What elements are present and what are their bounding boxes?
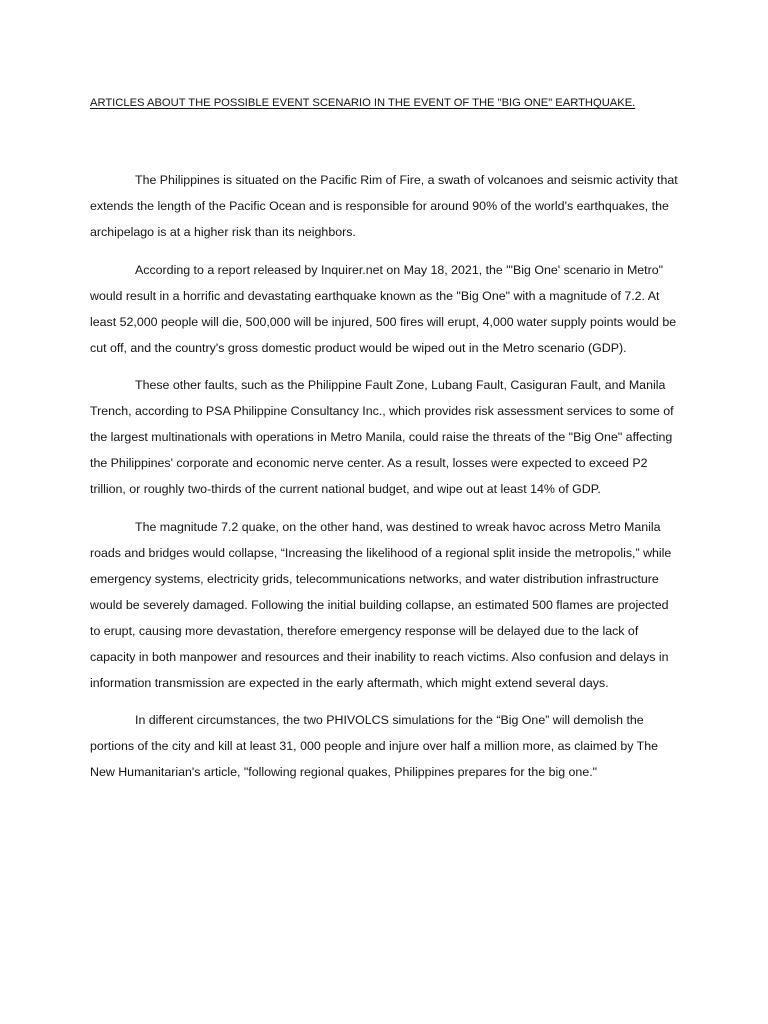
paragraph-pacific-rim: The Philippines is situated on the Pacific Rim of Fire, a swath of volcanoes and seismic activity that extends the length of the Pacific Ocean and is responsible for around 90% of the world's earthquakes, the archipelago is at a higher risk than its neighbors. [90,173,678,239]
paragraph-magnitude-impact: The magnitude 7.2 quake, on the other hand, was destined to wreak havoc across Metro Manila roads and bridges would collapse, “Increasing the likelihood of a regional split inside the metropolis,” while emergency systems, electricity grids, telecommunications networks, and water distribution infrastructure would be severely damaged. Following the initial building collapse, an estimated 500 flames are projected to erupt, causing more devastation, therefore emergency response will be delayed due to the lack of capacity in both manpower and resources and their inability to reach victims. Also confusion and delays in information transmission are expected in the early aftermath, which might extend several days. [90,519,672,690]
document-body [90,167,678,797]
paragraph-phivolcs-simulations: In different circumstances, the two PHIVOLCS simulations for the “Big One” will demolish the portions of the city and kill at least 31, 000 people and injure over half a million more, as claimed by The New Humanitarian's article, "following regional quakes, Philippines prepares for the big one." [90,713,658,779]
document-title: ARTICLES ABOUT THE POSSIBLE EVENT SCENARIO IN THE EVENT OF THE "BIG ONE" EARTHQUAKE. [90,97,636,109]
paragraph-other-faults: These other faults, such as the Philippine Fault Zone, Lubang Fault, Casiguran Fault, and Manila Trench, according to PSA Philippine Consultancy Inc., which provides risk assessment services to some of the largest multinationals with operations in Metro Manila, could raise the threats of the "Big One" affecting the Philippines' corporate and economic nerve center. As a result, losses were expected to exceed P2 trillion, or roughly two-thirds of the current national budget, and wipe out at least 14% of GDP. [90,378,674,496]
paragraph-inquirer-report: According to a report released by Inquirer.net on May 18, 2021, the "'Big One' scenario in Metro" would result in a horrific and devastating earthquake known as the "Big One" with a magnitude of 7.2. At least 52,000 people will die, 500,000 will be injured, 500 fires will erupt, 4,000 water supply points would be cut off, and the country's gross domestic product would be wiped out in the Metro scenario (GDP). [90,262,677,355]
